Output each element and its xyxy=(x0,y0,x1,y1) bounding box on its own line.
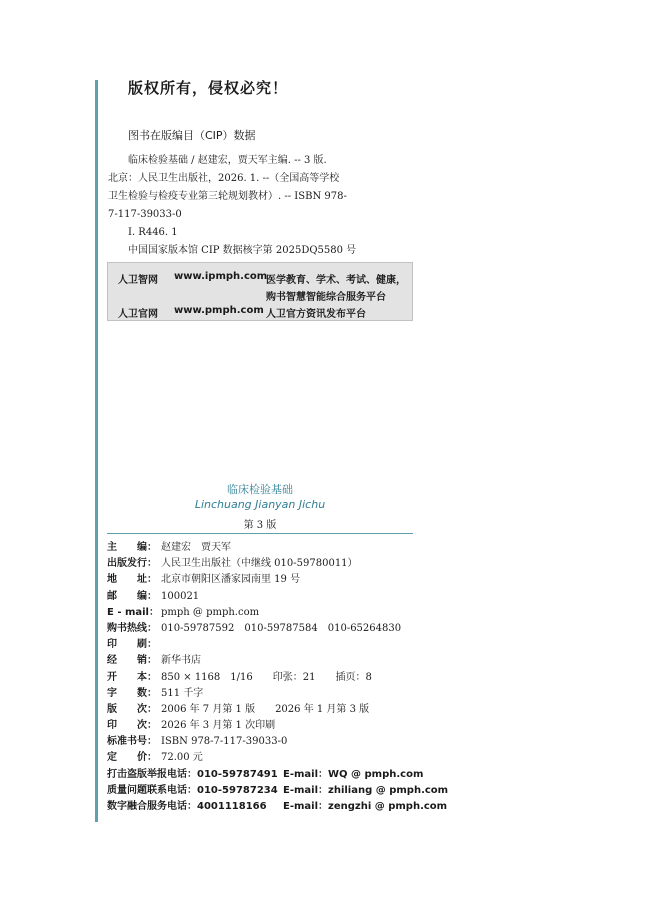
info-row xyxy=(107,621,427,637)
contact-email: E-mail：zhiliang @ pmph.com xyxy=(283,784,449,796)
copyright-notice: 版权所有，侵权必究！ xyxy=(128,79,289,97)
info-row xyxy=(107,686,427,702)
info-row xyxy=(107,653,427,669)
book-title: 临床检验基础 xyxy=(227,483,293,496)
cip-line: 中国国家版本馆 CIP 数据核字第 2025DQ5580 号 xyxy=(128,245,357,256)
info-label: 购书热线： xyxy=(107,622,157,634)
info-row xyxy=(107,734,427,750)
platform-name: 人卫智网 xyxy=(118,275,158,286)
info-row xyxy=(107,605,427,621)
info-label: E - mail： xyxy=(107,606,159,618)
info-value: 北京市朝阳区潘家园南里 19 号 xyxy=(161,574,301,586)
contact-row xyxy=(107,767,427,783)
info-row xyxy=(107,540,427,556)
info-value: 2006 年 7 月第 1 版 2026 年 1 月第 3 版 xyxy=(161,703,370,715)
info-value: pmph @ pmph.com xyxy=(161,606,260,618)
info-value: 850 × 1168 1/16 印张：21 插页：8 xyxy=(161,671,372,683)
left-accent-bar xyxy=(95,80,98,822)
publication-info xyxy=(107,540,449,815)
info-value: 赵建宏 贾天军 xyxy=(161,542,231,553)
info-label: 字 数： xyxy=(107,687,157,699)
contact-phone: 打击盗版举报电话：010-59787491 xyxy=(107,768,278,780)
cip-line: 临床检验基础 / 赵建宏，贾天军主编. -- 3 版. xyxy=(128,155,327,166)
info-value: 010-59787592 010-59787584 010-65264830 xyxy=(161,622,402,634)
platform-desc: 购书智慧智能综合服务平台 xyxy=(266,292,386,303)
info-row xyxy=(107,589,427,605)
info-row xyxy=(107,670,427,686)
info-value: 72.00 元 xyxy=(161,752,203,764)
info-label: 版 次： xyxy=(107,703,157,715)
info-row xyxy=(107,718,427,734)
book-edition: 第 3 版 xyxy=(243,520,277,531)
contact-email: E-mail：WQ @ pmph.com xyxy=(283,768,424,780)
book-title-pinyin: Linchuang Jianyan Jichu xyxy=(194,498,326,511)
info-label: 印 次： xyxy=(107,720,157,732)
cip-line: 北京：人民卫生出版社，2026. 1. --（全国高等学校 xyxy=(108,173,340,184)
info-value: 新华书店 xyxy=(161,655,201,667)
info-label: 定 价： xyxy=(107,752,157,764)
info-label: 印 刷： xyxy=(107,639,157,651)
contact-phone: 质量问题联系电话：010-59787234 xyxy=(107,784,278,796)
platform-name: 人卫官网 xyxy=(118,309,158,320)
cip-line: 7-117-39033-0 xyxy=(108,209,182,220)
info-label: 出版发行： xyxy=(107,558,157,570)
platform-info-box xyxy=(107,262,413,321)
info-row xyxy=(107,750,427,766)
info-label: 开 本： xyxy=(107,671,157,683)
info-row xyxy=(107,572,427,588)
contact-row xyxy=(107,799,448,815)
info-row xyxy=(107,556,427,572)
info-value: 100021 xyxy=(161,590,200,602)
divider xyxy=(107,533,413,534)
platform-url[interactable]: www.pmph.com xyxy=(174,305,264,316)
info-label: 经 销： xyxy=(107,655,157,667)
info-row xyxy=(107,702,427,718)
info-label: 地 址： xyxy=(107,574,157,586)
info-value: 511 千字 xyxy=(161,687,204,699)
info-label: 主 编： xyxy=(107,542,157,553)
cip-block xyxy=(108,152,408,260)
platform-desc: 医学教育、学术、考试、健康， xyxy=(266,275,406,286)
contact-phone: 数字融合服务电话：4001118166 xyxy=(107,801,267,812)
cip-heading: 图书在版编目（CIP）数据 xyxy=(128,129,256,142)
info-value: 人民卫生出版社（中继线 010-59780011） xyxy=(161,558,358,570)
cip-line: 卫生检验与检疫专业第三轮规划教材）. -- ISBN 978- xyxy=(108,191,347,202)
contact-email: E-mail：zengzhi @ pmph.com xyxy=(283,801,448,812)
cip-line: Ⅰ. R446. 1 xyxy=(128,227,178,238)
contact-row xyxy=(107,783,449,799)
info-value: 2026 年 3 月第 1 次印刷 xyxy=(161,720,276,732)
platform-desc: 人卫官方资讯发布平台 xyxy=(266,309,366,320)
info-row xyxy=(107,637,427,653)
info-label: 邮 编： xyxy=(107,590,157,602)
info-label: 标准书号： xyxy=(107,736,157,748)
platform-url[interactable]: www.ipmph.com xyxy=(174,271,268,282)
info-value: ISBN 978-7-117-39033-0 xyxy=(161,736,288,748)
